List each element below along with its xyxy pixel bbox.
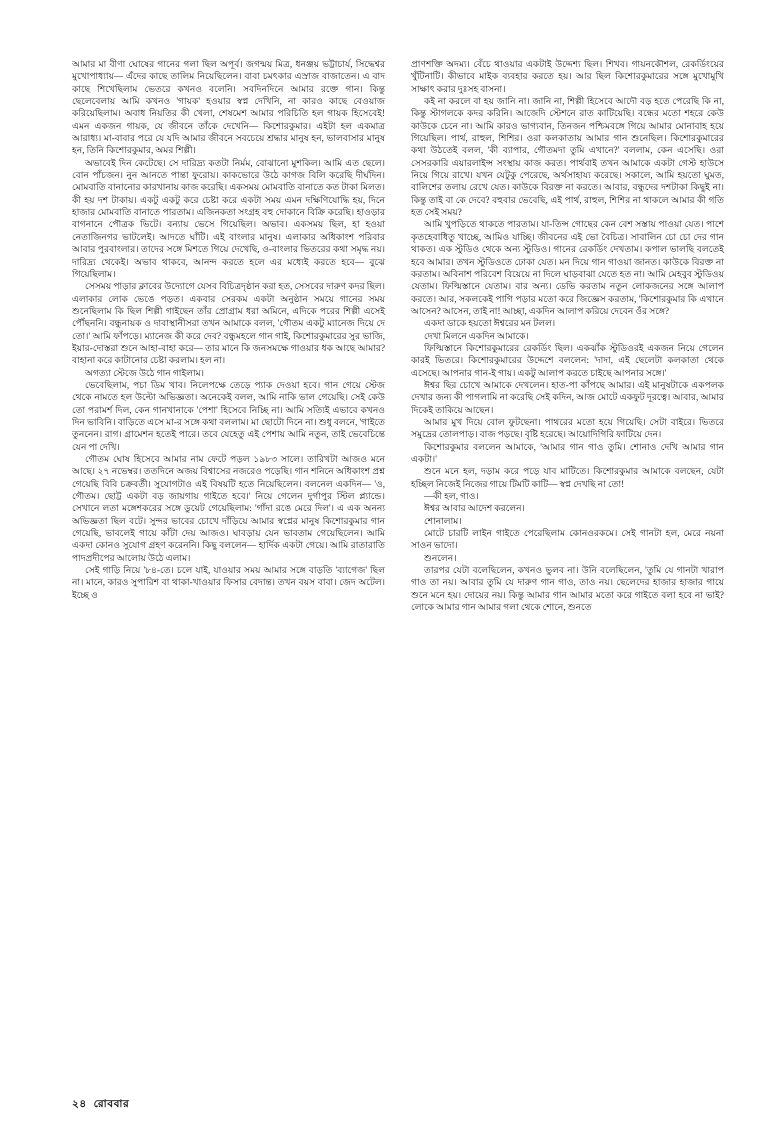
publication-name: রোববার [93,1099,130,1110]
paragraph: মোটে চারটি লাইন গাইতে পেরেছিলাম কোনওরকমে। সেই গানটা হল, মেরে নয়না সাওন ভাদো। [411,528,724,551]
paragraph: সেই গাড়ি নিয়ে '৮৪-তে। চলে যাই, যাওয়ার সময় আমার সঙ্গে বাড়তি 'ব্যাগেজ' ছিল না। মানে, কারও সুপারিশ বা থাকা-খাওয়ার ফিসার বেদান্ত। তখন বয়স বাবা। জেদ অটেল। ইচ্ছে ও [72,565,385,600]
paragraph: কিশোরকুমার বললেন আমাকে, 'আমার গান গাও তুমি। শোনাও দেখি আমার গান একটা।' [411,441,724,464]
paragraph: আমার মুখ দিয়ে বোল ফুটছেনা। পাথরের মতো হয়ে গিয়েছি। সেটা বাইরে। ভিতরে সমুদ্রের তোলপাড়। বাজ পড়ছে। বৃষ্টি হরেছে। আয়োদিগিরি ফাটিয়ে দেন। [411,416,724,440]
page-number: ২৪ [72,1099,87,1110]
paragraph: অগত্যা স্টেজে উঠে গান গাইলাম। [85,367,204,378]
paragraph: শুনলেন। [424,552,457,563]
paragraph: কই না করলে বা হয় জানি না। জানি না, শিল্পী হিসেবে আদৌ বড় হতে পেরেছি কি না, কিন্তু স্টাগলকে কদর করিনি। আজেদি স্টেশনে রাত কাটিয়েছি। বন্ধের মতো শহরে কেউ কাউকে চেনে না। আমি কারও ভাগ্যবান, তিনজন পশ্চিমবঙ্গে গিয়ে আমার মোনাবাহ হয়ে গিয়েছিল। পার্থ, রাহুল, শিশির। ওরা কলকাতায় আমার গান শুনেছিল। কিশোরকুমারের কথা উঠতেই বলল, 'কী ব্যাপার, গৌতমদা তুমি এখানে?' বললাম, কেন এসেছি। ওরা সেসরকারি এয়ারলাইন্স সংস্থায় কাজ করত। পার্থবাই তখন আমাকে একটা গেস্ট হাউসে নিয়ে গিয়ে রাখে। যখন যেটুকু পেরেছে, অর্থসাহায্য করেছে। সকালে, আমি হয়তো ঘুমত, বালিশের তলায় রেখে যেত। কাউকে বিরক্ত না করতে। আবার, বন্ধুদের দশটাকা কিছুই না। কিন্তু তাই বা কে দেবে? বহুবার ভেবেছি, এই পার্থ, রাহুল, শিশির না থাকলে আমার কী গতি হত সেই সময়? [411,96,724,218]
paragraph: তারপর যেটা বলেছিলেন, কখনও ভুলব না। উনি বলেছিলেন, 'তুমি যে গানটা খারাপ গাও তা নয়। আবার তুমি যে দারুণ গান গাও, তাও নয়। ছেলেদের হাজার হাজার গায়ে শুনে মনে হয়। দোয়ের নয়। কিন্তু আমার গান আমার মতো করে গাইতে বলা হবে না ভাই? লোকে আমার গান আমার গলা থেকে শোনে, শুনতে [411,565,724,613]
article-columns [72,58,724,1058]
paragraph: দেখা মিলনে একদিন আমাকে। [424,330,529,341]
page-footer [72,1097,129,1114]
paragraph: ভেবেছিলাম, পচা ডিম খাব। নিলেপক্ষে তেড়ে প্যাক দেওয়া হবে। গান গেয়ে স্টেজ থেকে নামতে হল উল্টো অভিজ্ঞতা। অনেকেই বলল, আমি নাকি ভাল গেয়েছি। সেই কেউ তো পরামর্শ দিল, কেন গানখানাকে 'পেশা' হিসেবে নিচ্ছি না। আমি সত্যিই এভাবে কখনও দিন ভাবিনি। বাড়িতে এসে মা-র সঙ্গে কথা বললাম। মা ছোটো দিনে না। শুধু বলনে, 'গাইতে তুননেন। রাগ। গ্রামেশন হতেই পারে। তবে যেহেতু এই পেশায় আমি নতুন, তাই ভেবেচিন্তে যেন পা দেখি। [72,379,385,452]
column-left [72,58,385,1058]
paragraph: আমার মা বীণা ঘোষের গানের গলা ছিল অপূর্ব। জগন্ময় মিত্র, ধনঞ্জয় ভট্টাচার্য, সিদ্ধেশ্বর মুখোপাধ্যায়— এঁদের কাছে তালিম নিয়েছিলেন। বাবা চমৎকার এস্রাজ বাজাতেন। এ বাদ কাছে শিখেছিলাম ভেতরে কখনও বলেনি। সবদিনদিনে আমার রক্তে গান। কিন্তু ছেলেবেলায় আমি কখনও 'গায়ক' হওয়ার স্বপ্ন দেখিনি, না কারও কাছে বেওয়াজ করিয়েছিলাম। অবাধ নিয়তির কী খেলা, শেষমেশ আমার পরিচিতি হল গায়ক হিসেবেই! এমন একজন গায়ক, যে জীবনে তাঁকে দেখেনি— কিশোরকুমার। এইটা হল একমাত্র আরাধ্য। মা-বাবার পরে যে যদি আমার জীবনে সবচেয়ে শ্রদ্ধার মানুষ হন, ভালবাসার মানুষ হন, তিনি কিশোরকুমার, অমর শিল্পী। [72,59,385,156]
paragraph: শুনে মনে হল, দড়াম করে পড়ে যাব মাটিতে। কিশোরকুমার আমাকে বলছেন, যেটা হচ্ছিল নিজেই নিজের গায়ে টিমটি কাটি— স্বপ্ন দেখছি না তো! [411,466,724,489]
paragraph: অভাবেই দিন কেটেছে। সে দারিদ্র্য কতটা নির্মম, বোঝানো মুশকিল। আমি এত ছেলে। বোন পাঁচজন। নুন আনতে পান্তা ফুরোয়। কাকভোরে উঠে কাগজ বিলি করেছি দীর্ঘদিন। মোমবাতি বানানোর কারখানায় কাজ করেছি। একসময় মোমবাতি বানাতে কত টাকা মিলত। কী হয় দশ টাকায়। একটু একটু করে চেষ্টা করে একটা সময় এমন দক্ষিণিযোদ্ধি হয়, দিনে হাজার মোমবাতি বানাতে পারতাম। এজিনকতা সংগ্রহ বহু দোকানে বিক্রি করেছি। হাওড়ার বাগনানে পৌত্রক ভিটে। বন্যায় ভেসে গিয়েছিল। অভাব। একসময় ছিল, হা হওয়া নেতাজিনগর ভাটলেই। আদতে ঘাঁটি। এই বাংলার মানুষ। এলাকার অধিকাংশ পরিবার আবার পুরবাংলার। তাদের সঙ্গে মিশতে গিয়ে দেখেছি, ও-বাংলার ভিতরের কথা সমৃদ্ধ নয়। দারিদ্র্য থেকেই। অভাব থাকবে, আনন্দ করতে হলে এর মধ্যেই করতে হবে— বুঝে গিয়েছিলাম। [72,157,385,279]
paragraph: প্রাণশক্তি অদম্য। বেঁচে থাওয়ার একটাই উদ্দেশ্য ছিল। শিখব। গায়নকৌশল, রেকর্ডিংয়ের খুঁটিনাটি। কীভাবে মাইক ব্যবহার করতে হয়। আর ছিল কিশোরকুমারের সঙ্গে মুখোমুখি সাক্ষাৎ করার দুঃসহ বাসনা। [411,59,724,94]
paragraph: সেসময় পাড়ার ক্লাবের উদ্যোগে যেসব বিচিত্রদৃষ্ঠান করা হত, সেসবের দারুণ কদর ছিল। এলাকার লোক ভেঙে পড়ত। একবার সেরকম একটা অনুষ্ঠান সময়ে গানের সময় শুনেছিলাম কি ছিল শিল্পী গাইছেন তাঁর প্রোগ্রাম ধরা অমিনে, এদিকে পরের শিল্পী এসেই পৌঁছননি। বন্ধুনায়ক ও দাবাস্থানীসরা তখন আমাকে বলল, 'গৌতম একটু ম্যানেজ দিয়ে দে তো।' আমি ফাঁপড়ে। ম্যানেজ কী করে দেব? বন্ধুমহলে গান গাই, কিশোরকুমারের সুর ভাজি, ইয়ার-দোস্তরা শুনে আহা-বাহা করে— তার মানে কি জনসমক্ষে গাওয়ার ধক আছে আমার? বাহানা করে কাটানোর চেষ্টা করলাম। হল না। [72,281,385,366]
paragraph: ফিল্মিস্তানে কিশোরকুমারের রেকর্ডিং ছিল। একঝাঁক স্টুডিওরই একজন নিয়ে গেলেন কারই ভিতরে। কিশোরকুমারের উদ্দেশে বললেন: 'দাদা, এই ছেলেটা কলকাতা থেকে এসেছে। আপনার গান-ই গায়। একটু আলাপ করতে চাইছে আপনার সঙ্গে।' [411,342,724,378]
paragraph: —কী হল, গাও। [424,491,479,502]
paragraph: একদা ডাকে হয়তো ঈশ্বরের মন টলল। [424,318,556,329]
paragraph: আমি খুপড়িতে থাকতে পারতাম। যা-তিন্স গোছের কেন বেশ সস্তায় পাওয়া যেত। পাশে কৃতহেবাধিতু খাচ্ছে, আমিও যাচ্ছি। জীবনের এই ভো বৈচিত্র। সাবালিন চো চো দের গান থাকত। এক স্টুডিও থেকে অন্য স্টুডিও। গানের রেকর্ডিং দেখতাম। কপাল ভালছি বলতেই হবে আমার। তখন স্টুডিওতে ঢোকা যেত। মন দিয়ে গান গাওয়া জানত। কাউকে বিরক্ত না করতাম। অবিনাশ পরিবেশ বিয়েয়ে না দিলে ঘাড়বাঝা যেতে হত না। আমি মেহবুব স্টুডিওয় যেতাম। ফিল্মিস্তানে যেতাম। বার অন্য। ডেভি করতাম নতুন লোকজনের সঙ্গে আলাপ করতে। আর, সকলকেই পাগি পড়ার মতো করে জিজ্ঞেস করতাম, 'কিশোরকুমার কি এখানে আসেন? আসেন, তাই না! আচ্ছা, একদিন আলাপ করিয়ে দেবেন ওঁর সঙ্গে? [411,219,724,316]
column-right [411,58,724,1058]
paragraph: গৌতম ঘোষ হিসেবে আমার নাম ফেটে পড়ল ১৯৮৩ সালে। তারিখটা আজও মনে আছে। ২৭ নভেম্বর। ততদিনে অজয় বিশ্বাসের নজরেও পড়েছি। গান শনিনে অধিকাংশ প্রশ্ন গেয়েছি বিবি চক্রবর্তী। সুযোগটাও এই বিষয়টি হতে নিয়েছিলেন। বলনেল একদিন— 'ও, গৌতম। ছোট্ট একটা বড় জায়গায় গাইতে হবে।' নিয়ে গেলেন দুর্গাপুর স্টিল প্ল্যান্ডে। সেখানে লতা মঙ্গেশকরের সঙ্গে ডুয়েট গেয়েছিলাম: 'গাঁদা রঙে মেরে দিল'। এ এক অনন্য অভিজ্ঞতা ছিল বটে। সুন্দর ভাবের চোখে দাঁড়িয়ে আমার স্বপ্নের মানুষ কিশোরকুমার গান গেয়েছি, ভাবলেই গায়ে কাঁটা দেয় আজও। ঘাবড়ায় যেন ভাবতাম গেয়েছিলেন। আমি একদা কোনও সুযোগ গ্রহণ করেননি। কিছু বললেন— হার্দিক একটা গেয়ে। আমি রাতারাতি পাদপ্রদীপের আলোয় উঠে এলাম। [72,454,385,563]
paragraph: ঈশ্বর ছির চোখে আমাকে দেখলেন। হাত-পা কাঁপছে আমার। এই মানুষটাকে একপলক দেখার জন্য কী পাগলামি না করেছি সেই কদিন, আজ মোটে একফুট দূরত্বে। আবার, আমার দিকেই তাকিয়ে আছেন। [411,379,724,415]
paragraph: ঈশ্বর আবার আদেশ করলেন। [424,503,525,514]
paragraph: শোনালাম। [424,515,462,526]
